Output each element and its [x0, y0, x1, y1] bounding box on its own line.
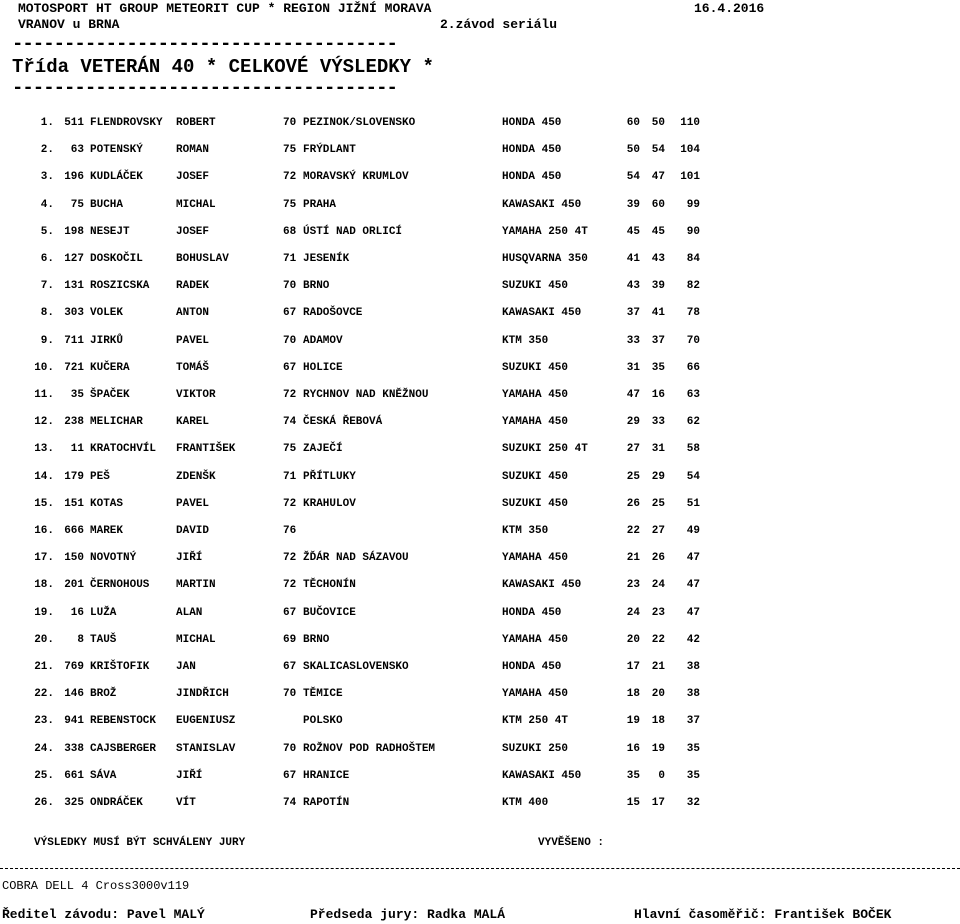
result-town: HRANICE — [303, 769, 350, 782]
result-race2-points: 29 — [651, 470, 665, 483]
result-total-points: 66 — [686, 361, 700, 374]
result-birth-year: 71 — [283, 470, 297, 483]
result-start-number: 338 — [64, 742, 84, 755]
result-total-points: 38 — [686, 661, 700, 673]
result-first-name: VÍT — [176, 797, 196, 809]
result-motorcycle: YAMAHA 450 — [502, 633, 569, 646]
result-motorcycle: HONDA 450 — [502, 171, 562, 184]
result-first-name: JOSEF — [176, 225, 210, 238]
result-total-points: 51 — [686, 497, 700, 510]
table-row — [0, 688, 960, 702]
result-total-points: 82 — [686, 280, 700, 293]
result-start-number: 711 — [64, 334, 84, 347]
result-race2-points: 43 — [651, 253, 665, 265]
result-race2-points: 0 — [658, 769, 665, 782]
result-last-name: ONDRÁČEK — [90, 797, 143, 809]
software-credit: COBRA DELL 4 Cross3000v119 — [2, 879, 190, 893]
result-birth-year: 69 — [283, 633, 297, 646]
result-first-name: MICHAL — [176, 198, 216, 211]
result-race2-points: 35 — [651, 361, 665, 374]
result-position: 3. — [40, 171, 54, 184]
table-row — [0, 498, 960, 512]
table-row — [0, 307, 960, 321]
result-town: RADOŠOVCE — [303, 307, 363, 320]
result-birth-year: 67 — [283, 769, 297, 782]
result-start-number: 201 — [64, 579, 84, 592]
result-town: JESENÍK — [303, 253, 350, 265]
result-total-points: 47 — [686, 606, 700, 619]
result-birth-year: 72 — [283, 497, 297, 510]
result-race1-points: 47 — [626, 389, 640, 401]
result-motorcycle: HONDA 450 — [502, 606, 562, 619]
result-race2-points: 39 — [651, 280, 665, 293]
result-race2-points: 54 — [651, 144, 665, 157]
dash-line-bottom: ------------------------------------- — [12, 77, 397, 99]
result-start-number: 151 — [64, 497, 84, 510]
result-first-name: ANTON — [176, 307, 210, 320]
result-position: 1. — [40, 117, 54, 129]
result-position: 5. — [40, 225, 54, 238]
result-total-points: 70 — [686, 334, 700, 347]
result-total-points: 32 — [686, 797, 700, 809]
result-town: TĚCHONÍN — [303, 579, 356, 592]
result-last-name: TAUŠ — [90, 633, 117, 646]
result-town: BUČOVICE — [303, 606, 356, 619]
result-last-name: KUČERA — [90, 361, 130, 374]
table-row — [0, 171, 960, 185]
result-start-number: 941 — [64, 715, 84, 728]
table-row — [0, 634, 960, 648]
event-round: 2.závod seriálu — [440, 17, 558, 32]
result-start-number: 179 — [64, 470, 84, 483]
result-first-name: ZDENŠK — [176, 470, 216, 483]
result-first-name: JOSEF — [176, 171, 210, 184]
result-race1-points: 17 — [626, 661, 640, 673]
result-town: BRNO — [303, 633, 330, 646]
table-row — [0, 525, 960, 539]
table-row — [0, 335, 960, 349]
result-motorcycle: YAMAHA 450 — [502, 552, 569, 565]
result-motorcycle: YAMAHA 450 — [502, 688, 569, 701]
result-birth-year: 67 — [283, 606, 297, 619]
result-race2-points: 27 — [651, 525, 665, 537]
result-town: PŘÍTLUKY — [303, 470, 356, 483]
chief-timekeeper: Hlavní časoměřič: František BOČEK — [634, 907, 892, 922]
result-town: RAPOTÍN — [303, 797, 350, 809]
race-director: Ředitel závodu: Pavel MALÝ — [2, 907, 205, 922]
result-town: SKALICASLOVENSKO — [303, 661, 409, 673]
result-start-number: 35 — [70, 389, 84, 401]
result-position: 18. — [34, 579, 54, 592]
result-position: 13. — [34, 443, 54, 456]
result-last-name: POTENSKÝ — [90, 144, 143, 157]
table-row — [0, 715, 960, 729]
result-first-name: STANISLAV — [176, 742, 236, 755]
result-last-name: KRATOCHVÍL — [90, 443, 157, 456]
result-position: 4. — [40, 198, 54, 211]
result-race1-points: 18 — [626, 688, 640, 701]
result-motorcycle: KAWASAKI 450 — [502, 769, 582, 782]
result-race1-points: 54 — [626, 171, 640, 184]
table-row — [0, 552, 960, 566]
result-town: PRAHA — [303, 198, 337, 211]
result-town: BRNO — [303, 280, 330, 293]
result-first-name: VIKTOR — [176, 389, 216, 401]
result-birth-year: 74 — [283, 416, 297, 429]
result-birth-year: 68 — [283, 225, 297, 238]
result-start-number: 196 — [64, 171, 84, 184]
result-birth-year: 75 — [283, 443, 297, 456]
result-birth-year: 72 — [283, 579, 297, 592]
result-last-name: BUCHA — [90, 198, 124, 211]
result-first-name: JIŘÍ — [176, 552, 203, 565]
result-race1-points: 26 — [626, 497, 640, 510]
table-row — [0, 416, 960, 430]
result-total-points: 110 — [680, 117, 700, 129]
result-start-number: 325 — [64, 797, 84, 809]
result-start-number: 666 — [64, 525, 84, 537]
table-row — [0, 770, 960, 784]
result-last-name: PEŠ — [90, 470, 110, 483]
result-birth-year: 74 — [283, 797, 297, 809]
result-town: FRÝDLANT — [303, 144, 356, 157]
result-position: 25. — [34, 769, 54, 782]
result-town: ROŽNOV POD RADHOŠTEM — [303, 742, 436, 755]
result-position: 20. — [34, 633, 54, 646]
result-last-name: REBENSTOCK — [90, 715, 157, 728]
result-race1-points: 33 — [626, 334, 640, 347]
table-row — [0, 579, 960, 593]
result-start-number: 127 — [64, 253, 84, 265]
result-position: 23. — [34, 715, 54, 728]
result-first-name: ROMAN — [176, 144, 210, 157]
result-total-points: 101 — [680, 171, 700, 184]
result-last-name: MAREK — [90, 525, 124, 537]
result-total-points: 78 — [686, 307, 700, 320]
result-first-name: FRANTIŠEK — [176, 443, 236, 456]
result-race2-points: 41 — [651, 307, 665, 320]
result-first-name: PAVEL — [176, 497, 210, 510]
result-first-name: MICHAL — [176, 633, 216, 646]
table-row — [0, 443, 960, 457]
result-total-points: 62 — [686, 416, 700, 429]
result-birth-year: 70 — [283, 117, 297, 129]
result-race1-points: 29 — [626, 416, 640, 429]
result-start-number: 721 — [64, 361, 84, 374]
result-race1-points: 35 — [626, 769, 640, 782]
result-start-number: 8 — [77, 633, 84, 646]
result-start-number: 150 — [64, 552, 84, 565]
result-race1-points: 50 — [626, 144, 640, 157]
result-birth-year: 72 — [283, 552, 297, 565]
result-race2-points: 21 — [651, 661, 665, 673]
result-motorcycle: KTM 350 — [502, 334, 549, 347]
result-last-name: KRIŠTOFIK — [90, 661, 150, 673]
result-last-name: ROSZICSKA — [90, 280, 150, 293]
result-last-name: ČERNOHOUS — [90, 579, 150, 592]
result-first-name: PAVEL — [176, 334, 210, 347]
result-town: ZAJEČÍ — [303, 443, 343, 456]
table-row — [0, 253, 960, 267]
result-motorcycle: SUZUKI 450 — [502, 280, 569, 293]
result-race2-points: 17 — [651, 797, 665, 809]
result-total-points: 47 — [686, 552, 700, 565]
result-race2-points: 26 — [651, 552, 665, 565]
result-town: ŽĎÁR NAD SÁZAVOU — [303, 552, 409, 565]
result-position: 21. — [34, 661, 54, 673]
result-total-points: 54 — [686, 470, 700, 483]
result-position: 6. — [40, 253, 54, 265]
table-row — [0, 743, 960, 757]
result-motorcycle: YAMAHA 450 — [502, 389, 569, 401]
result-birth-year: 75 — [283, 198, 297, 211]
result-start-number: 198 — [64, 225, 84, 238]
result-birth-year: 70 — [283, 334, 297, 347]
result-motorcycle: SUZUKI 450 — [502, 361, 569, 374]
table-row — [0, 362, 960, 376]
result-position: 14. — [34, 470, 54, 483]
event-venue: VRANOV u BRNA — [18, 17, 120, 32]
result-race1-points: 15 — [626, 797, 640, 809]
result-race2-points: 24 — [651, 579, 665, 592]
result-town: MORAVSKÝ KRUMLOV — [303, 171, 409, 184]
result-motorcycle: HONDA 450 — [502, 661, 562, 673]
result-race1-points: 41 — [626, 253, 640, 265]
result-last-name: BROŽ — [90, 688, 117, 701]
result-first-name: JAN — [176, 661, 196, 673]
result-start-number: 511 — [64, 117, 84, 129]
result-race1-points: 37 — [626, 307, 640, 320]
result-race1-points: 24 — [626, 606, 640, 619]
result-start-number: 238 — [64, 416, 84, 429]
result-race1-points: 16 — [626, 742, 640, 755]
result-race2-points: 16 — [651, 389, 665, 401]
event-date: 16.4.2016 — [694, 1, 765, 16]
table-row — [0, 199, 960, 213]
result-race1-points: 31 — [626, 361, 640, 374]
result-position: 15. — [34, 497, 54, 510]
result-first-name: BOHUSLAV — [176, 253, 229, 265]
table-row — [0, 797, 960, 811]
result-town: POLSKO — [303, 715, 343, 728]
approval-note: VÝSLEDKY MUSÍ BÝT SCHVÁLENY JURY — [34, 837, 246, 849]
result-last-name: DOSKOČIL — [90, 253, 143, 265]
result-position: 10. — [34, 361, 54, 374]
result-race2-points: 31 — [651, 443, 665, 456]
result-position: 2. — [40, 144, 54, 157]
result-total-points: 47 — [686, 579, 700, 592]
result-town: HOLICE — [303, 361, 343, 374]
result-first-name: MARTIN — [176, 579, 216, 592]
result-first-name: TOMÁŠ — [176, 361, 210, 374]
result-race1-points: 43 — [626, 280, 640, 293]
result-position: 24. — [34, 742, 54, 755]
result-town: KRAHULOV — [303, 497, 356, 510]
result-first-name: RADEK — [176, 280, 210, 293]
result-birth-year: 67 — [283, 361, 297, 374]
table-row — [0, 471, 960, 485]
result-motorcycle: YAMAHA 450 — [502, 416, 569, 429]
result-start-number: 16 — [70, 606, 84, 619]
result-race1-points: 22 — [626, 525, 640, 537]
result-town: ČESKÁ ŘEBOVÁ — [303, 416, 383, 429]
result-race2-points: 25 — [651, 497, 665, 510]
result-race2-points: 20 — [651, 688, 665, 701]
result-birth-year: 70 — [283, 688, 297, 701]
result-race1-points: 39 — [626, 198, 640, 211]
result-motorcycle: SUZUKI 450 — [502, 497, 569, 510]
result-motorcycle: YAMAHA 250 4T — [502, 225, 588, 238]
result-motorcycle: KAWASAKI 450 — [502, 198, 582, 211]
table-row — [0, 389, 960, 403]
result-race1-points: 45 — [626, 225, 640, 238]
result-total-points: 42 — [686, 633, 700, 646]
result-motorcycle: KAWASAKI 450 — [502, 579, 582, 592]
result-start-number: 63 — [70, 144, 84, 157]
result-race1-points: 21 — [626, 552, 640, 565]
result-birth-year: 67 — [283, 661, 297, 673]
result-start-number: 303 — [64, 307, 84, 320]
table-row — [0, 661, 960, 675]
result-motorcycle: KTM 400 — [502, 797, 549, 809]
result-last-name: MELICHAR — [90, 416, 143, 429]
result-start-number: 661 — [64, 769, 84, 782]
result-first-name: JINDŘICH — [176, 688, 229, 701]
result-total-points: 58 — [686, 443, 700, 456]
result-town: TĚMICE — [303, 688, 343, 701]
result-motorcycle: SUZUKI 450 — [502, 470, 569, 483]
result-motorcycle: SUZUKI 250 4T — [502, 443, 588, 456]
result-race2-points: 23 — [651, 606, 665, 619]
result-position: 8. — [40, 307, 54, 320]
result-birth-year: 70 — [283, 280, 297, 293]
result-race2-points: 33 — [651, 416, 665, 429]
result-total-points: 49 — [686, 525, 700, 537]
result-first-name: ALAN — [176, 606, 203, 619]
table-row — [0, 607, 960, 621]
result-position: 26. — [34, 797, 54, 809]
result-position: 12. — [34, 416, 54, 429]
result-total-points: 35 — [686, 769, 700, 782]
result-total-points: 38 — [686, 688, 700, 701]
result-town: ÚSTÍ NAD ORLICÍ — [303, 225, 403, 238]
dash-line-top: ------------------------------------- — [12, 33, 397, 55]
page-title: Třída VETERÁN 40 * CELKOVÉ VÝSLEDKY * — [12, 56, 434, 78]
result-race1-points: 27 — [626, 443, 640, 456]
table-row — [0, 117, 960, 131]
result-total-points: 99 — [686, 198, 700, 211]
table-row — [0, 280, 960, 294]
result-position: 9. — [40, 334, 54, 347]
result-birth-year: 72 — [283, 171, 297, 184]
table-row — [0, 226, 960, 240]
result-birth-year: 76 — [283, 525, 297, 537]
result-motorcycle: HONDA 450 — [502, 117, 562, 129]
result-last-name: NESEJT — [90, 225, 130, 238]
posted-label: VYVĚŠENO : — [538, 837, 605, 849]
result-total-points: 63 — [686, 389, 700, 401]
result-last-name: FLENDROVSKY — [90, 117, 163, 129]
event-title: MOTOSPORT HT GROUP METEORIT CUP * REGION JIŽNÍ MORAVA — [18, 1, 432, 16]
result-total-points: 84 — [686, 253, 700, 265]
result-motorcycle: KTM 250 4T — [502, 715, 569, 728]
result-birth-year: 75 — [283, 144, 297, 157]
result-race1-points: 23 — [626, 579, 640, 592]
result-start-number: 11 — [70, 443, 84, 456]
result-first-name: JIŘÍ — [176, 769, 203, 782]
result-start-number: 146 — [64, 688, 84, 701]
result-total-points: 35 — [686, 742, 700, 755]
result-birth-year: 72 — [283, 389, 297, 401]
result-position: 22. — [34, 688, 54, 701]
result-start-number: 769 — [64, 661, 84, 673]
result-race2-points: 60 — [651, 198, 665, 211]
result-race2-points: 37 — [651, 334, 665, 347]
result-total-points: 37 — [686, 715, 700, 728]
result-race2-points: 50 — [651, 117, 665, 129]
result-birth-year: 71 — [283, 253, 297, 265]
result-last-name: VOLEK — [90, 307, 124, 320]
result-motorcycle: HUSQVARNA 350 — [502, 253, 588, 265]
result-first-name: EUGENIUSZ — [176, 715, 236, 728]
result-total-points: 104 — [680, 144, 700, 157]
result-motorcycle: HONDA 450 — [502, 144, 562, 157]
result-last-name: LUŽA — [90, 606, 117, 619]
result-race1-points: 60 — [626, 117, 640, 129]
result-start-number: 75 — [70, 198, 84, 211]
result-town: ADAMOV — [303, 334, 343, 347]
result-race2-points: 45 — [651, 225, 665, 238]
result-race2-points: 22 — [651, 633, 665, 646]
result-last-name: SÁVA — [90, 769, 117, 782]
result-total-points: 90 — [686, 225, 700, 238]
result-last-name: JIRKŮ — [90, 334, 124, 347]
result-race1-points: 25 — [626, 470, 640, 483]
result-race1-points: 20 — [626, 633, 640, 646]
result-race2-points: 18 — [651, 715, 665, 728]
result-position: 19. — [34, 606, 54, 619]
table-row — [0, 144, 960, 158]
result-first-name: DAVID — [176, 525, 210, 537]
result-town: PEZINOK/SLOVENSKO — [303, 117, 416, 129]
result-position: 17. — [34, 552, 54, 565]
result-motorcycle: KAWASAKI 450 — [502, 307, 582, 320]
result-last-name: CAJSBERGER — [90, 742, 157, 755]
result-position: 11. — [34, 389, 54, 401]
result-town: RYCHNOV NAD KNĚŽNOU — [303, 389, 429, 401]
result-last-name: KUDLÁČEK — [90, 171, 143, 184]
jury-chair: Předseda jury: Radka MALÁ — [310, 907, 506, 922]
result-first-name: ROBERT — [176, 117, 216, 129]
footer-divider — [0, 868, 960, 869]
result-first-name: KAREL — [176, 416, 210, 429]
result-motorcycle: SUZUKI 250 — [502, 742, 569, 755]
result-last-name: KOTAS — [90, 497, 124, 510]
result-last-name: NOVOTNÝ — [90, 552, 137, 565]
result-birth-year: 67 — [283, 307, 297, 320]
result-race2-points: 19 — [651, 742, 665, 755]
result-position: 16. — [34, 525, 54, 537]
result-start-number: 131 — [64, 280, 84, 293]
result-motorcycle: KTM 350 — [502, 525, 549, 537]
result-race1-points: 19 — [626, 715, 640, 728]
result-race2-points: 47 — [651, 171, 665, 184]
result-last-name: ŠPAČEK — [90, 389, 130, 401]
result-position: 7. — [40, 280, 54, 293]
result-birth-year: 70 — [283, 742, 297, 755]
